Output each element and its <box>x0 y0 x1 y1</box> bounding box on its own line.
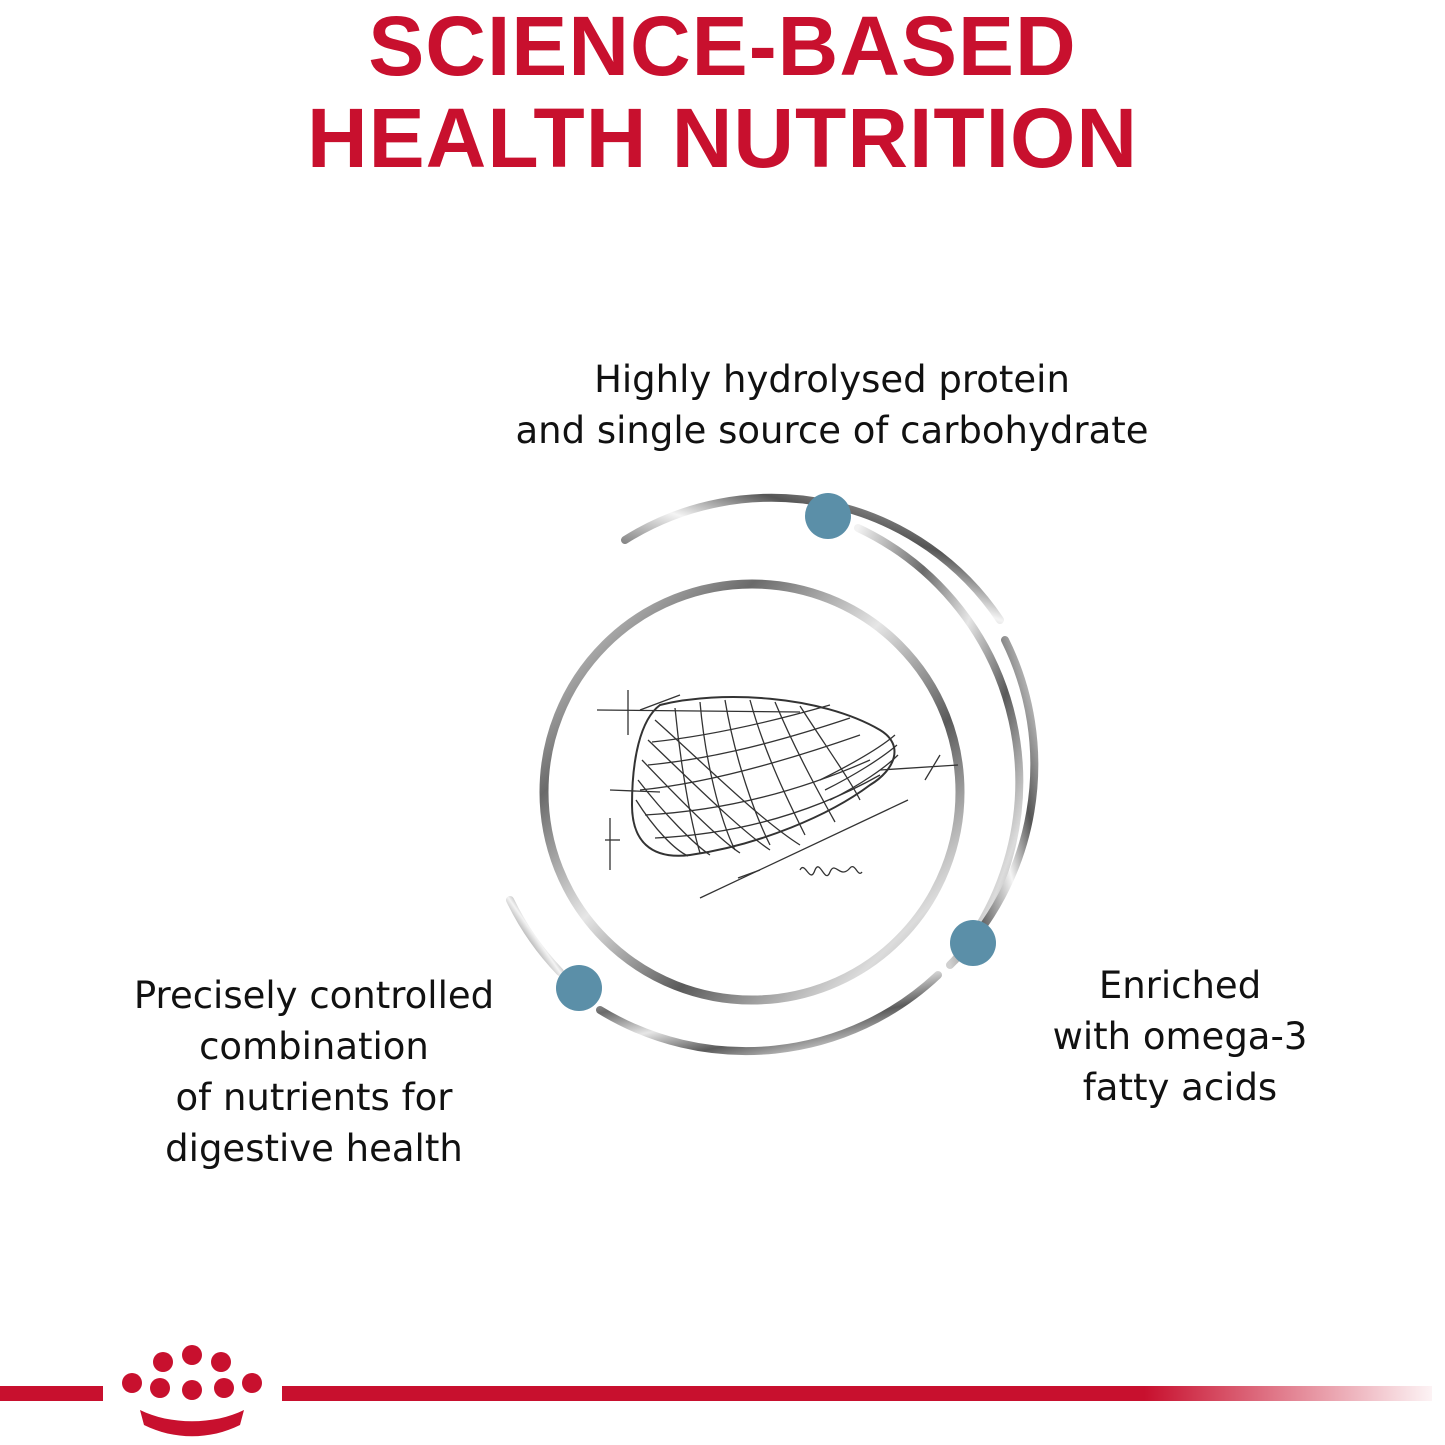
outer-ring-arc-left <box>510 900 560 972</box>
benefit-dot-right <box>950 920 996 966</box>
benefit-omega3-line-1: Enriched <box>1098 964 1262 1007</box>
crown-logo-icon <box>122 1345 262 1436</box>
inner-ring <box>544 584 960 1000</box>
benefit-protein <box>452 354 1212 456</box>
kibble-sketch-icon <box>597 690 958 898</box>
benefit-protein-line-1: Highly hydrolysed protein <box>594 358 1070 401</box>
outer-ring-arc-bottom <box>600 975 938 1051</box>
headline-line-1: SCIENCE-BASED <box>368 0 1077 93</box>
benefit-protein-line-2: and single source of carbohydrate <box>515 409 1149 452</box>
benefit-nutrients-line-4: digestive health <box>165 1127 463 1170</box>
benefit-nutrients-line-1: Precisely controlled <box>133 974 495 1017</box>
benefit-omega3 <box>1010 960 1350 1113</box>
benefit-dot-left <box>556 965 602 1011</box>
benefit-nutrients-line-2: combination <box>199 1025 429 1068</box>
benefit-omega3-line-3: fatty acids <box>1082 1066 1278 1109</box>
benefit-dot-top <box>805 493 851 539</box>
benefit-nutrients <box>84 970 544 1174</box>
headline-line-2: HEALTH NUTRITION <box>306 91 1139 185</box>
benefit-nutrients-line-3: of nutrients for <box>175 1076 453 1119</box>
benefit-omega3-line-2: with omega-3 <box>1052 1015 1308 1058</box>
footer-bar-right <box>282 1386 1432 1401</box>
footer-bar-left <box>0 1386 103 1401</box>
